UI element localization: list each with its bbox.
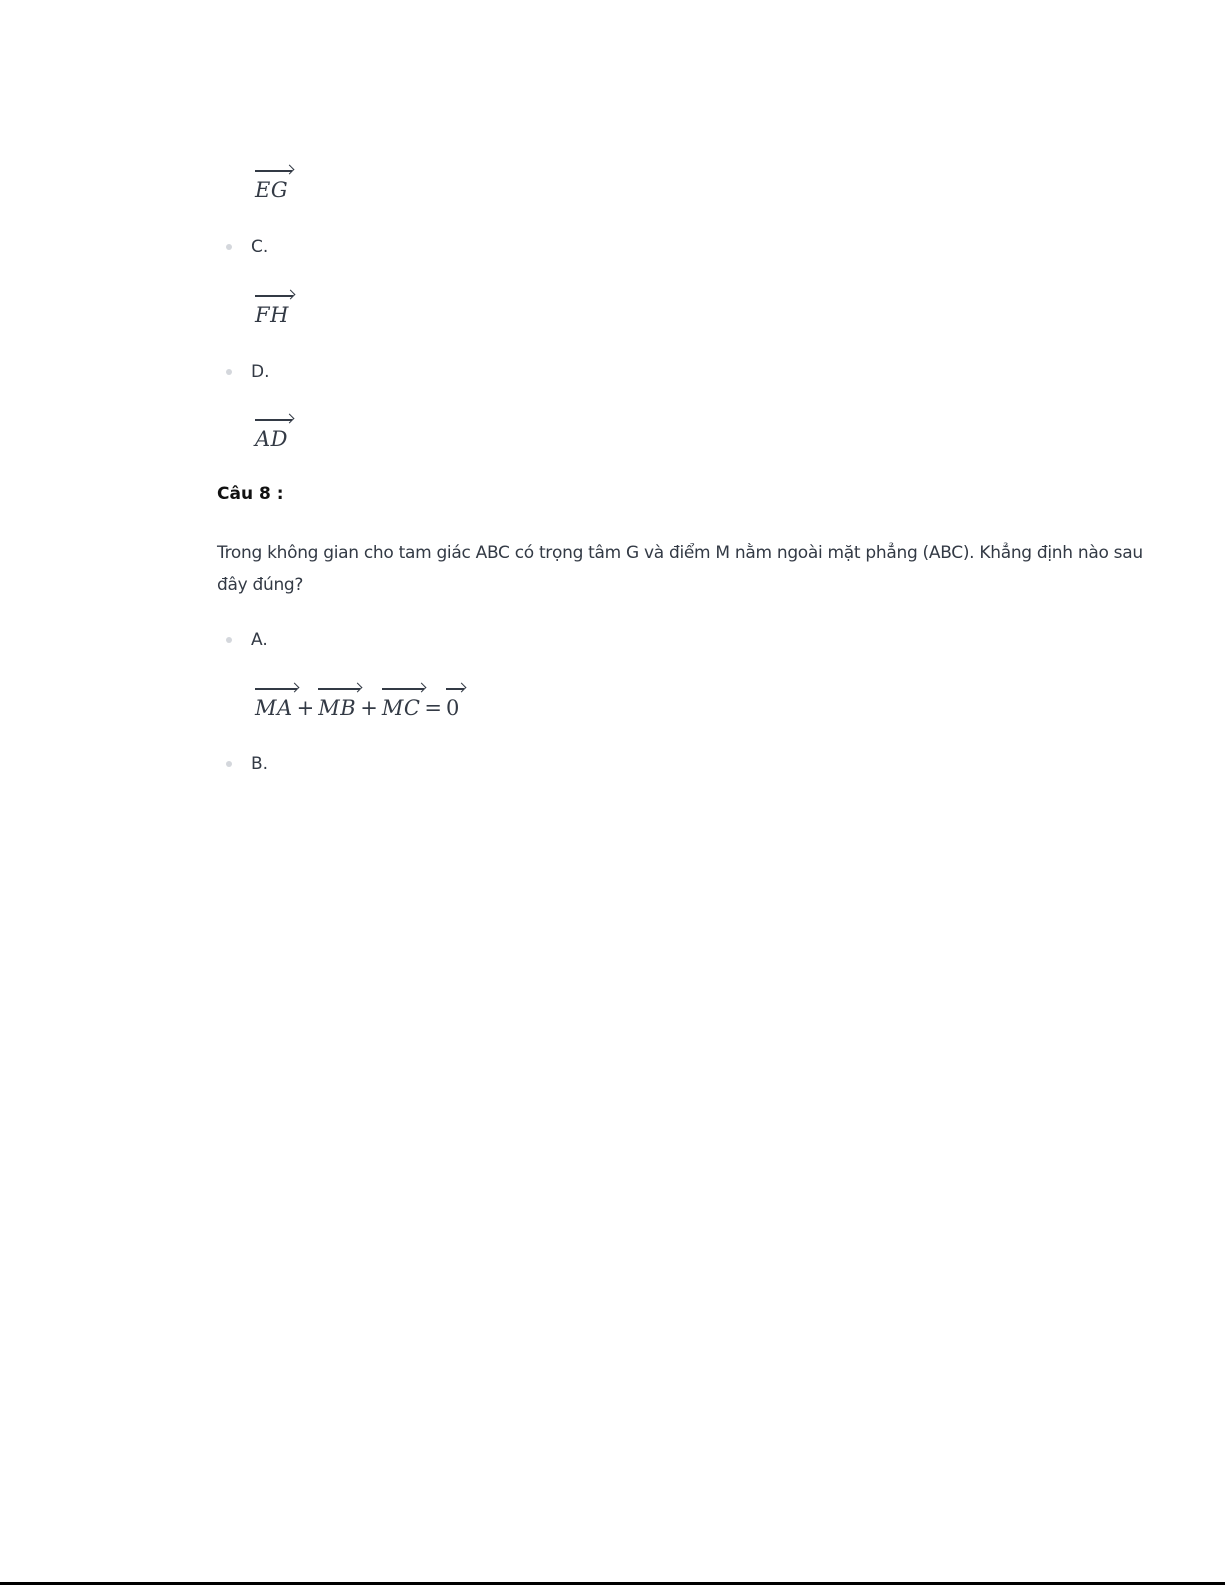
vector-arrow-icon — [318, 688, 360, 690]
vector-arrow-icon — [382, 688, 425, 690]
bullet-icon — [226, 637, 232, 643]
q8-option-a-math — [255, 684, 460, 719]
plus-sign: + — [296, 696, 315, 720]
option-c-label: C. — [251, 237, 269, 257]
vector-eg: EG — [255, 166, 288, 201]
vector-mb: MB — [318, 684, 356, 719]
vector-arrow-icon — [255, 170, 292, 172]
zero-vector: 0 — [446, 684, 460, 719]
bullet-icon — [226, 244, 232, 250]
bullet-icon — [226, 369, 232, 375]
q8-option-b-label: B. — [251, 754, 269, 774]
vector-mc: MC — [382, 684, 421, 719]
option-d-math-ad — [255, 415, 288, 450]
q8-option-a-label: A. — [251, 630, 268, 650]
equals-sign: = — [424, 696, 443, 720]
bullet-icon — [226, 761, 232, 767]
q8-option-b[interactable] — [222, 752, 268, 776]
option-c-math-fh — [255, 291, 289, 326]
option-b-math-eg — [255, 166, 288, 201]
question-8-title: Câu 8 : — [217, 484, 284, 504]
vector-arrow-icon — [255, 419, 292, 421]
vector-fh: FH — [255, 291, 289, 326]
vector-arrow-icon — [255, 688, 297, 690]
question-8-text: Trong không gian cho tam giác ABC có trọng tâm G và điểm M nằm ngoài mặt phẳng (ABC). Khẳng định nào sau đây đúng? — [217, 543, 1143, 595]
option-d[interactable] — [222, 360, 270, 384]
vector-ad: AD — [255, 415, 288, 450]
option-d-label: D. — [251, 362, 270, 382]
vector-ma: MA — [255, 684, 293, 719]
option-c[interactable] — [222, 235, 268, 259]
vector-arrow-icon — [446, 688, 464, 690]
plus-sign: + — [360, 696, 378, 720]
vector-arrow-icon — [255, 295, 293, 297]
q8-option-a[interactable] — [222, 628, 268, 652]
